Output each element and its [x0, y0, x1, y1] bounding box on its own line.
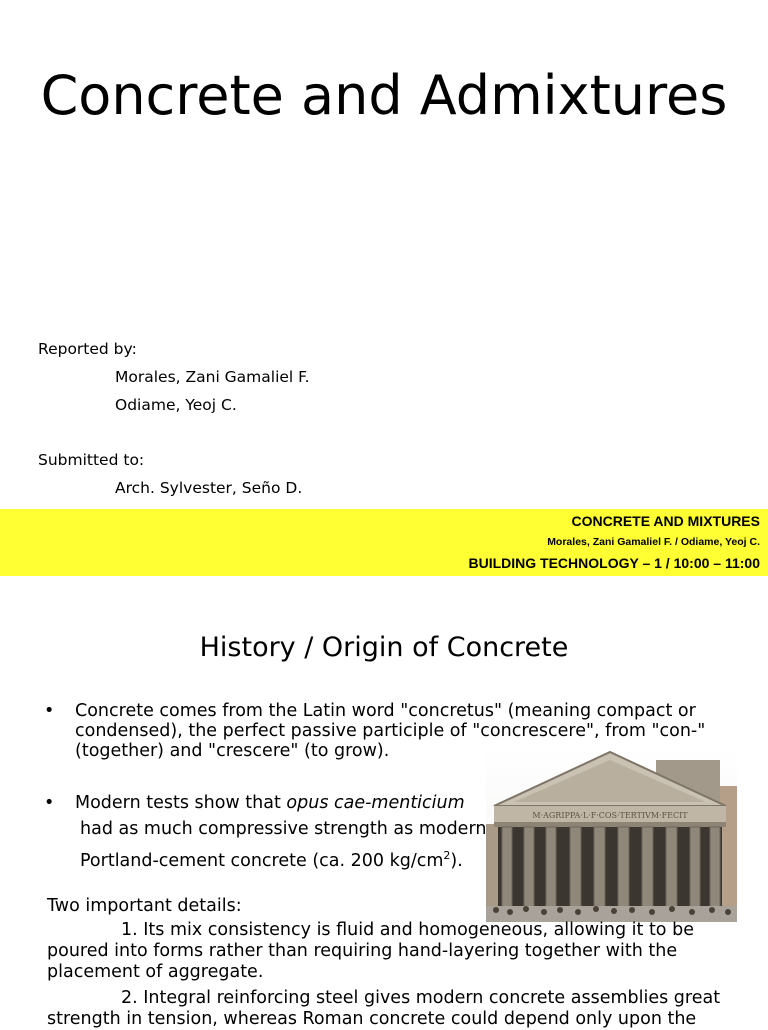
bullet-text-line: had as much compressive strength as modern: [80, 819, 487, 839]
submitted-to-label: Submitted to:: [38, 451, 145, 469]
bullet-text-line: condensed), the perfect passive participle of "concrescere", from "con-": [75, 721, 706, 741]
detail-text-line: 1. Its mix consistency is fluid and homogeneous, allowing it to be: [121, 920, 694, 940]
header-banner: [0, 509, 768, 576]
slide-title: Concrete and Admixtures: [40, 64, 728, 127]
bullet-icon: •: [44, 793, 55, 813]
detail-text-line: strength in tension, whereas Roman concrete could depend only upon the: [47, 1009, 697, 1029]
detail-text-line: placement of aggregate.: [47, 962, 264, 982]
banner-course: BUILDING TECHNOLOGY – 1 / 10:00 – 11:00: [468, 555, 760, 571]
reporter-name: Morales, Zani Gamaliel F.: [115, 368, 310, 386]
reporter-name: Odiame, Yeoj C.: [115, 396, 237, 414]
photo-inscription: M·AGRIPPA·L·F·COS·TERTIVM·FECIT: [532, 811, 688, 820]
banner-title: CONCRETE AND MIXTURES: [571, 513, 760, 529]
bullet-icon: •: [44, 701, 55, 721]
bullet-text-line: Portland-cement concrete (ca. 200 $kg/cm^2$).: [80, 849, 463, 871]
reported-by-label: Reported by:: [38, 340, 137, 358]
details-label: Two important details:: [47, 896, 242, 916]
section-heading: History / Origin of Concrete: [199, 632, 569, 663]
detail-text-line: poured into forms rather than requiring hand-layering together with the: [47, 941, 678, 961]
bullet-text-line: (together) and "crescere" (to grow).: [75, 741, 390, 761]
pantheon-photo: [486, 746, 737, 922]
detail-text-line: 2. Integral reinforcing steel gives modern concrete assemblies great: [121, 988, 721, 1008]
bullet-text-line: Concrete comes from the Latin word "concretus" (meaning compact or: [75, 701, 696, 721]
latin-term: opus cae-menticium: [286, 793, 465, 813]
banner-authors: Morales, Zani Gamaliel F. / Odiame, Yeoj C.: [547, 536, 760, 548]
submitted-to-name: Arch. Sylvester, Seño D.: [115, 479, 303, 497]
bullet-text-line: Modern tests show that opus cae-menticium: [75, 793, 465, 813]
